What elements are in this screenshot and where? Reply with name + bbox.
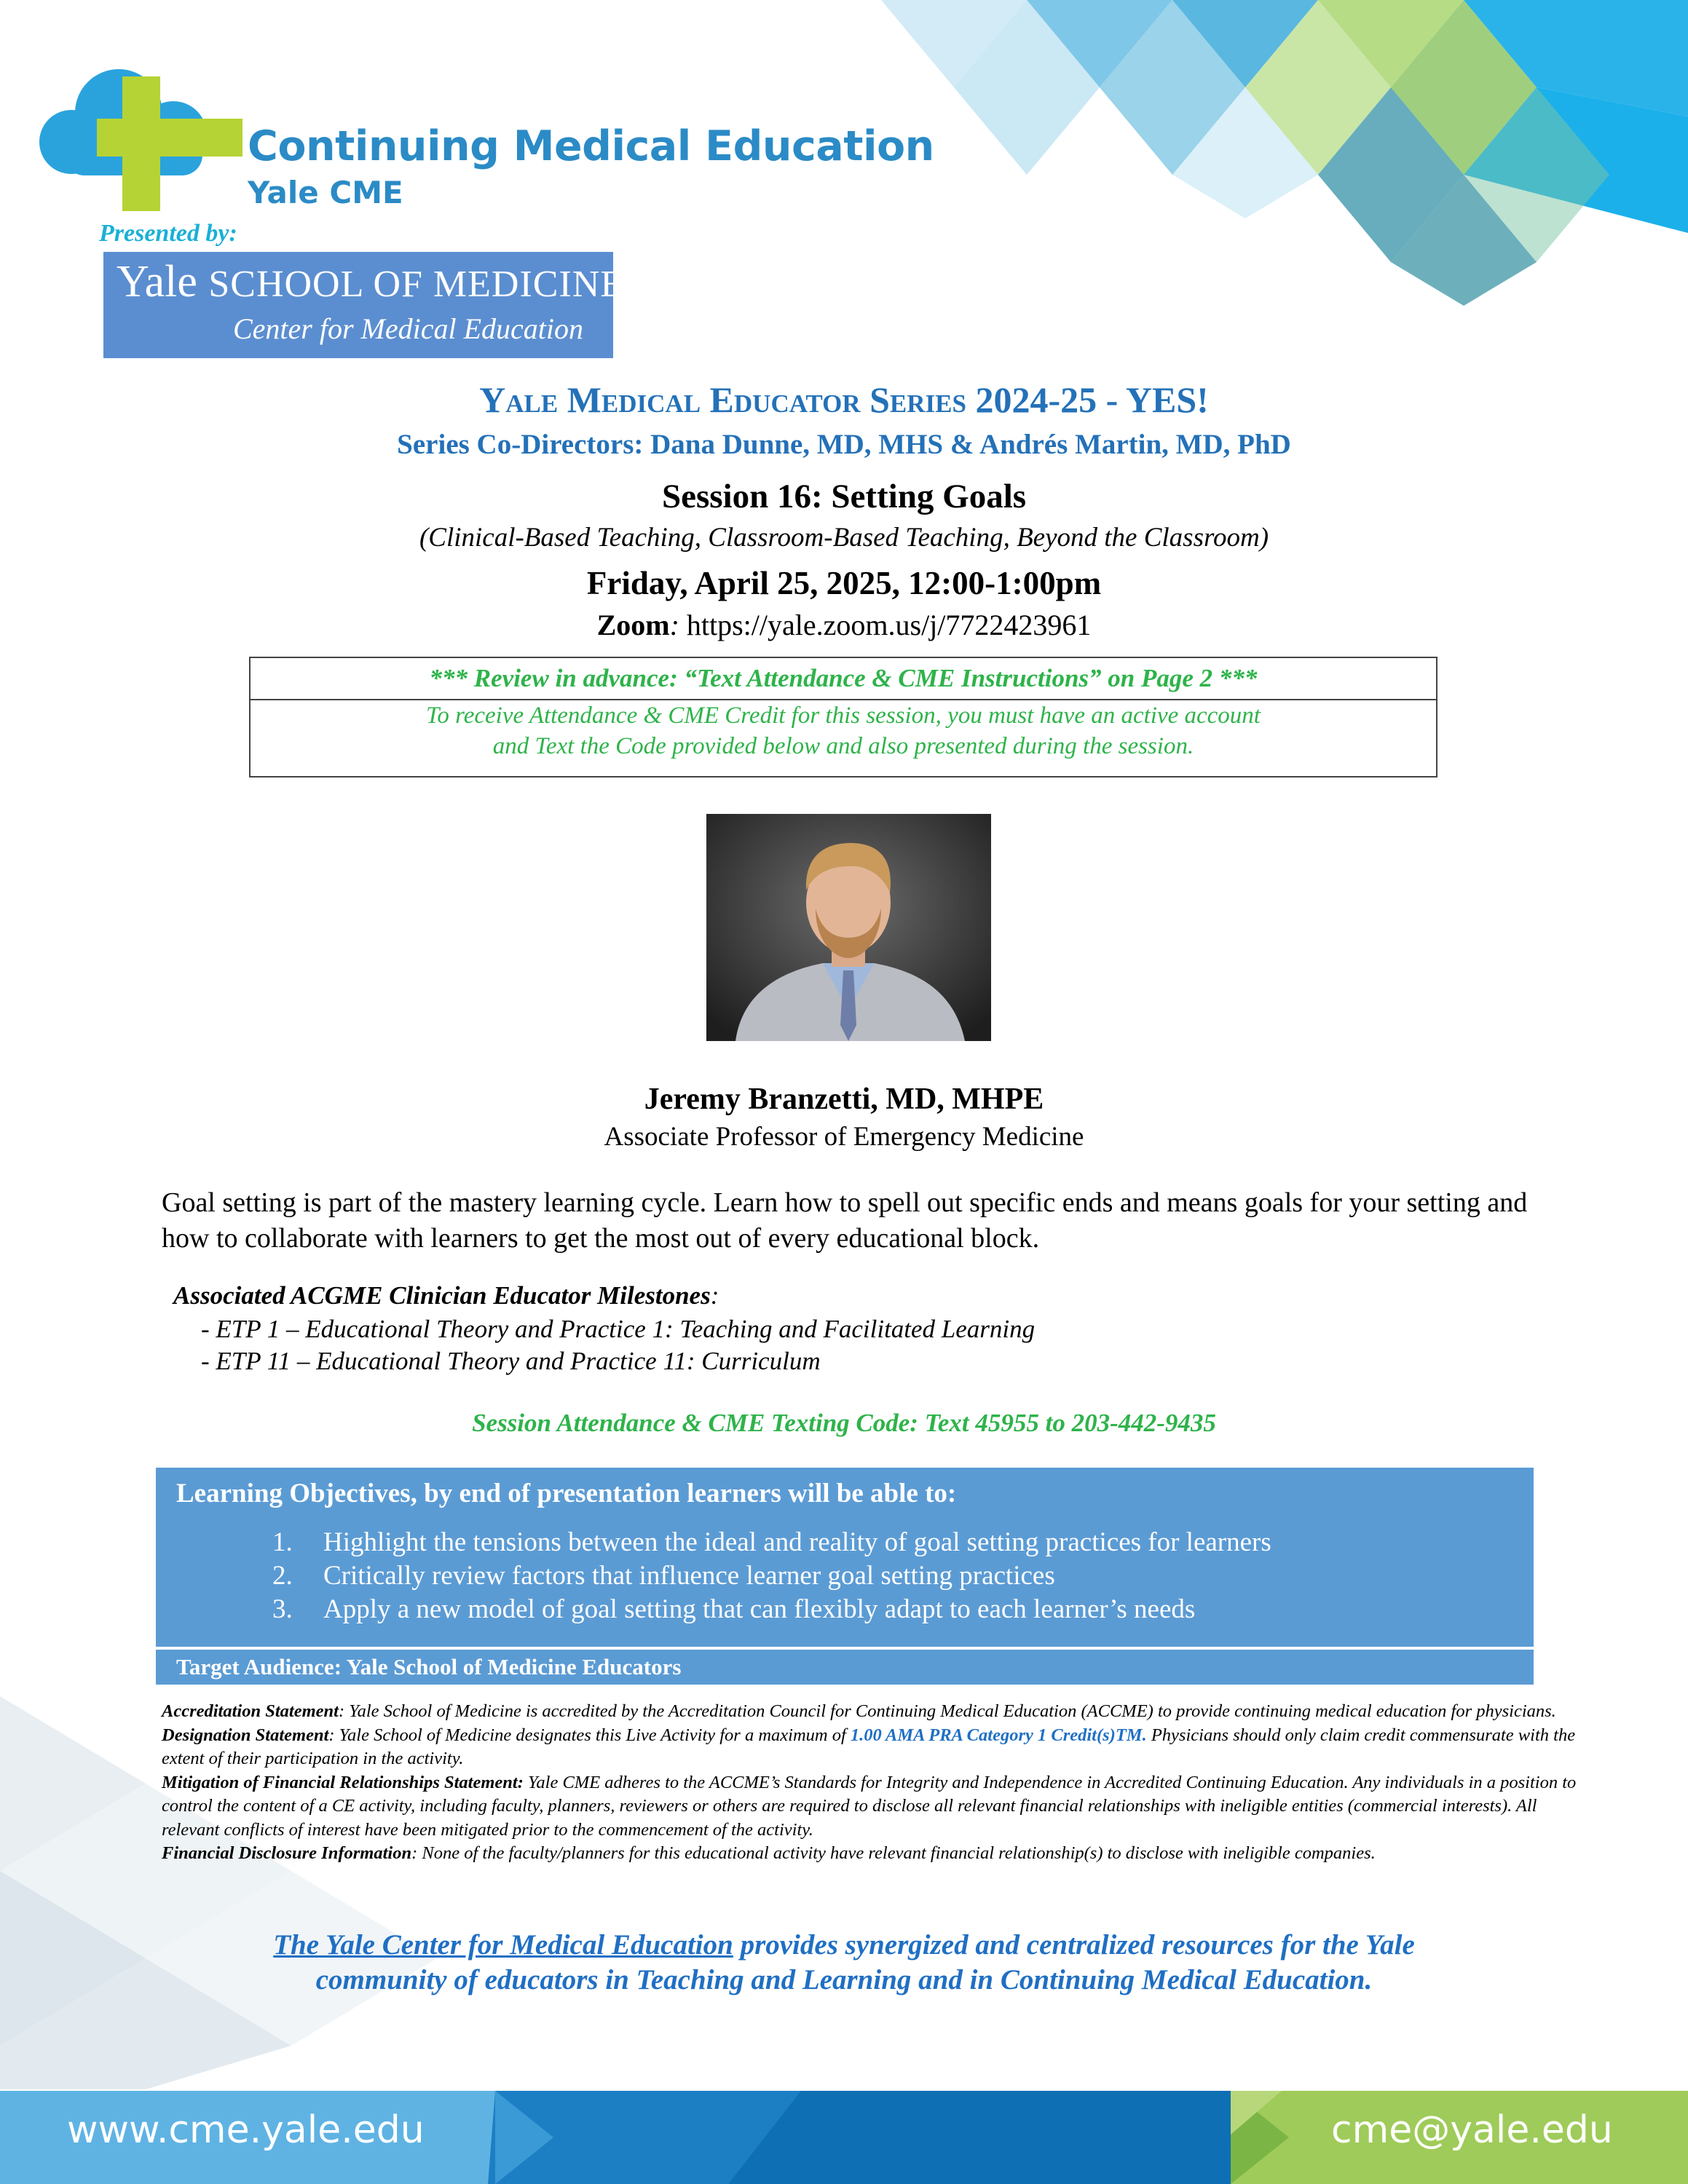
objectives-list bbox=[272, 1526, 1271, 1626]
learning-objectives-box bbox=[156, 1468, 1534, 1647]
presented-by-label: Presented by: bbox=[99, 220, 237, 247]
objective-text: Highlight the tensions between the ideal and reality of goal setting practices for learners bbox=[323, 1527, 1271, 1557]
session-title: Session 16: Setting Goals bbox=[661, 478, 1027, 515]
zoom-link[interactable]: https://yale.zoom.us/j/7722423961 bbox=[686, 609, 1092, 641]
objective-item bbox=[272, 1526, 1271, 1559]
accreditation-text: : Yale School of Medicine is accredited by the Accreditation Council for Continuing Medical Education (ACCME) to provide continuing medical education for physicians. bbox=[338, 1701, 1556, 1721]
designation-label: Designation Statement bbox=[162, 1725, 329, 1745]
disclosure-statement bbox=[162, 1842, 1589, 1866]
series-title: Yale Medical Educator Series 2024-25 - YES! bbox=[479, 379, 1209, 420]
ysm-logo-name-a: Yale bbox=[117, 257, 197, 306]
accreditation-statement bbox=[162, 1700, 1589, 1724]
designation-text-b: Physicians should only claim credit commensurate with the extent of their participation in the activity. bbox=[162, 1725, 1576, 1768]
objective-number: 2. bbox=[272, 1561, 293, 1591]
ysm-logo-box bbox=[103, 252, 625, 358]
target-audience-bar bbox=[156, 1650, 1534, 1685]
session-description: Goal setting is part of the mastery learning cycle. Learn how to spell out specific ends and means goals for your setting and how to collaborate with learners to get the most out of every educational block. bbox=[162, 1187, 1528, 1254]
notice-line-1: To receive Attendance & CME Credit for this session, you must have an active account bbox=[426, 703, 1261, 729]
objective-number: 3. bbox=[272, 1594, 293, 1624]
speaker-name: Jeremy Branzetti, MD, MHPE bbox=[644, 1083, 1044, 1116]
texting-code: Session Attendance & CME Texting Code: Text 45955 to 203-442-9435 bbox=[472, 1409, 1216, 1437]
disclosure-label: Financial Disclosure Information bbox=[162, 1843, 412, 1863]
designation-credit: 1.00 AMA PRA Category 1 Credit(s)TM. bbox=[850, 1725, 1147, 1745]
zoom-separator: : bbox=[669, 609, 679, 641]
footer-website-link[interactable]: www.cme.yale.edu bbox=[67, 2108, 425, 2152]
cme-logo-title: Continuing Medical Education bbox=[248, 122, 934, 170]
target-audience: Target Audience: Yale School of Medicine Educators bbox=[176, 1654, 682, 1679]
zoom-line bbox=[0, 608, 1688, 642]
zoom-label: Zoom bbox=[596, 609, 670, 641]
ysm-logo-name bbox=[117, 256, 624, 308]
ysm-logo-center: Center for Medical Education bbox=[233, 312, 584, 345]
cme-cloud-plus-logo bbox=[20, 40, 246, 215]
mitigation-label: Mitigation of Financial Relationships Statement: bbox=[162, 1772, 524, 1792]
attendance-notice-box bbox=[249, 657, 1437, 778]
objective-text: Apply a new model of goal setting that can flexibly adapt to each learner’s needs bbox=[323, 1594, 1196, 1624]
speaker-photo bbox=[706, 814, 991, 1041]
accreditation-statements bbox=[162, 1700, 1589, 1866]
objective-text: Critically review factors that influence learner goal setting practices bbox=[323, 1561, 1055, 1591]
milestones-heading-sep: : bbox=[710, 1281, 719, 1310]
footer-email-link[interactable]: cme@yale.edu bbox=[1331, 2108, 1613, 2152]
closing-statement bbox=[0, 1928, 1688, 1998]
ycme-link[interactable]: The Yale Center for Medical Education bbox=[273, 1929, 733, 1961]
milestone-item: - ETP 11 – Educational Theory and Practice 11: Curriculum bbox=[201, 1347, 821, 1375]
decorative-pattern-top-right bbox=[837, 0, 1688, 306]
designation-statement bbox=[162, 1724, 1589, 1771]
session-subtitle: (Clinical-Based Teaching, Classroom-Based Teaching, Beyond the Classroom) bbox=[419, 523, 1269, 553]
objectives-heading: Learning Objectives, by end of presentation learners will be able to: bbox=[176, 1479, 957, 1508]
series-codirectors: Series Co-Directors: Dana Dunne, MD, MHS & Andrés Martin, MD, PhD bbox=[397, 429, 1291, 460]
objective-item bbox=[272, 1593, 1271, 1626]
mitigation-statement bbox=[162, 1771, 1589, 1843]
mitigation-text: Yale CME adheres to the ACCME’s Standards for Integrity and Independence in Accredited Continuing Education. Any individuals in a position to control the content of a CE activity, including faculty, planners, reviewers or others are required to disclose all relevant financial relationships with ineligible entities (commercial interests). All relevant conflicts of interest have been mitigated prior to the commencement of the activity. bbox=[162, 1772, 1577, 1840]
objective-number: 1. bbox=[272, 1527, 293, 1557]
closing-text-a: provides synergized and centralized resources for the Yale bbox=[733, 1929, 1415, 1961]
cme-logo-subtitle: Yale CME bbox=[248, 175, 403, 210]
notice-line-2: and Text the Code provided below and also presented during the session. bbox=[492, 733, 1194, 759]
accreditation-label: Accreditation Statement bbox=[162, 1701, 339, 1721]
ysm-logo-name-b: SCHOOL OF MEDICINE bbox=[208, 264, 625, 305]
session-date: Friday, April 25, 2025, 12:00-1:00pm bbox=[586, 565, 1102, 601]
notice-heading: *** Review in advance: “Text Attendance & CME Instructions” on Page 2 *** bbox=[251, 658, 1436, 700]
milestones-heading-text: Associated ACGME Clinician Educator Milestones bbox=[173, 1281, 711, 1310]
closing-line-1 bbox=[0, 1928, 1688, 1963]
designation-text-a: : Yale School of Medicine designates this Live Activity for a maximum of bbox=[328, 1725, 851, 1745]
milestones-heading bbox=[173, 1281, 719, 1310]
closing-line-2: community of educators in Teaching and Learning and in Continuing Medical Education. bbox=[315, 1964, 1373, 1995]
objective-item bbox=[272, 1559, 1271, 1593]
milestone-item: - ETP 1 – Educational Theory and Practice 1: Teaching and Facilitated Learning bbox=[201, 1315, 1036, 1343]
disclosure-text: : None of the faculty/planners for this educational activity have relevant financial relationship(s) to disclose with ineligible companies. bbox=[411, 1843, 1376, 1863]
notice-body bbox=[251, 700, 1436, 761]
speaker-title: Associate Professor of Emergency Medicine bbox=[604, 1122, 1084, 1152]
